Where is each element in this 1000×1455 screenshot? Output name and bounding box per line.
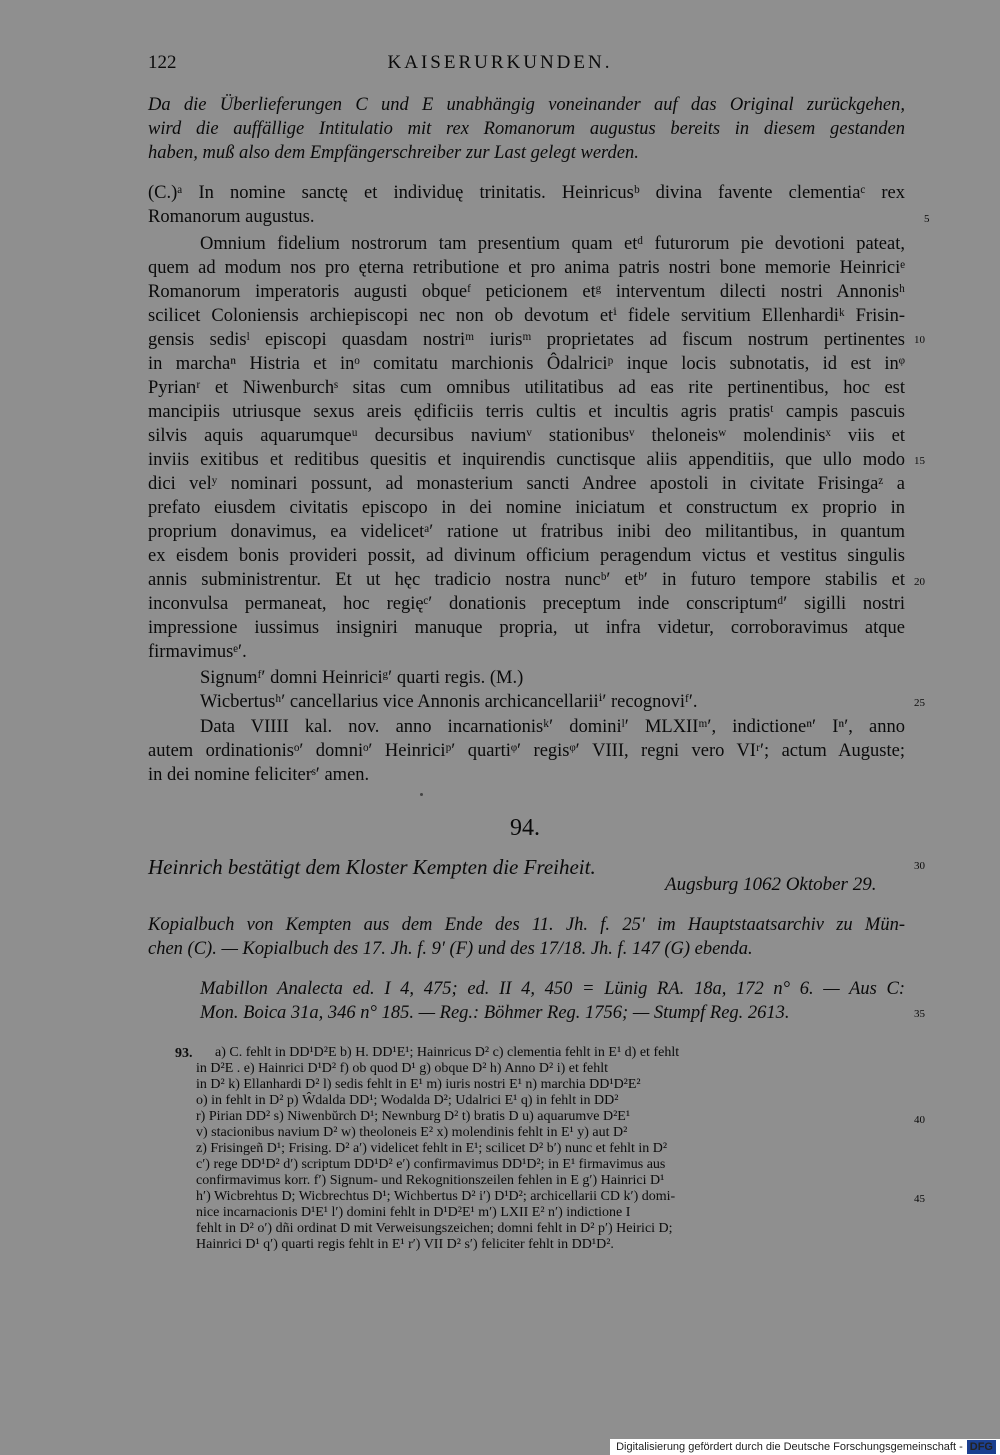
- signum-line: Signumᶠ′ domni Heinriciᵍ′ quarti regis. (M.): [200, 668, 524, 688]
- body-line: proprium donavimus, ea videlicetᵃ′ ratione ut fratribus inibi deo militantibus, in quantum: [148, 522, 905, 542]
- line-number: 30: [914, 860, 925, 872]
- datum-line: in dei nomine feliciterˢ′ amen.: [148, 765, 370, 785]
- body-line: quem ad modum nos pro ęterna retributione et pro anima patris nostri bone memorie Heinriciᵉ: [148, 258, 905, 278]
- footer-text: Digitalisierung gefördert durch die Deutsche Forschungsgemeinschaft -: [616, 1441, 963, 1453]
- footnote-line: h′) Wicbrehtus D; Wicbrechtus D¹; Wichbertus D² i′) D¹D²; archicellarii CD k′) domi-: [196, 1189, 676, 1204]
- line-number: 20: [914, 576, 925, 588]
- body-line: dici velʸ nominari possunt, ad monasterium sancti Andree apostoli in civitate Frisingaᶻ a: [148, 474, 905, 494]
- body-line: Romanorum imperatoris augusti obqueᶠ peticionem etᵍ interventum dilecti nostri Annonisʰ: [148, 282, 905, 302]
- footnote-line: r) Pirian DD² s) Niwenbŭrch D¹; Newnburg D² t) bratis D u) aquarumve D²E¹: [196, 1109, 631, 1124]
- body-line: Omnium fidelium nostrorum tam presentium quam etᵈ futurorum pie devotioni pateat,: [200, 234, 905, 254]
- line-number: 45: [914, 1193, 925, 1205]
- ink-speck: [420, 793, 423, 796]
- recognition-line: Wicbertusʰ′ cancellarius vice Annonis archicancellariiⁱ′ recognoviᶠ′.: [200, 692, 698, 712]
- body-line: (C.)ᵃ In nomine sanctę et individuę trinitatis. Heinricusᵇ divina favente clementiaᶜ rex: [148, 183, 905, 203]
- footnote-line: nice incarnacionis D¹E¹ l′) domini fehlt in D¹D²E¹ m′) LXII E² n′) indictione I: [196, 1205, 631, 1220]
- footnote-line: c′) rege DD¹D² d′) scriptum DD¹D² e′) confirmavimus DD¹D²; in E¹ firmavimus aus: [196, 1157, 666, 1172]
- source-line: chen (C). — Kopialbuch des 17. Jh. f. 9′ (F) und des 17/18. Jh. f. 147 (G) ebenda.: [148, 939, 753, 959]
- footnote-line: in D²E . e) Hainrici D¹D² f) ob quod D¹ g) obque D² h) Anno D² i) et fehlt: [196, 1061, 609, 1076]
- body-line: Pyrianʳ et Niwenburchˢ sitas cum omnibus utilitatibus ad eas rite pertinentibus, hoc est: [148, 378, 905, 398]
- document-number: 94.: [510, 815, 540, 841]
- footnote-line: confirmavimus korr. f′) Signum- und Rekognitionszeilen fehlen in E g′) Hainrici D¹: [196, 1173, 665, 1188]
- footnote-line: Hainrici D¹ q′) quarti regis fehlt in E¹ r′) VII D² s′) feliciter fehlt in DD¹D².: [196, 1237, 614, 1252]
- intro-line: haben, muß also dem Empfängerschreiber zur Last gelegt werden.: [148, 143, 639, 163]
- body-line: scilicet Coloniensis archiepiscopi nec non ob devotum etⁱ fidele servitium Ellenhardiᵏ Frisin-: [148, 306, 905, 326]
- intro-line: wird die auffällige Intitulatio mit rex Romanorum augustus bereits in diesem gestanden: [148, 119, 905, 139]
- body-line: silvis aquis aquarumqueᵘ decursibus naviumᵛ stationibusᵛ theloneisʷ molendinisˣ viis et: [148, 426, 905, 446]
- line-number: 15: [914, 455, 925, 467]
- datum-line: autem ordinationisᵒ′ domniᵒ′ Heinriciᵖ′ quartiᵠ′ regisᵠ′ VIII, regni vero VIʳ′; actum Auguste;: [148, 741, 905, 761]
- edition-line: Mabillon Analecta ed. I 4, 475; ed. II 4, 450 = Lünig RA. 18a, 172 n° 6. — Aus C:: [200, 979, 905, 999]
- body-line: ex eisdem bonis provideri possit, ad divinum officium peragendum victus et vestitus singulis: [148, 546, 905, 566]
- footnote-line: a) C. fehlt in DD¹D²E b) H. DD¹E¹; Hainricus D² c) clementia fehlt in E¹ d) et fehlt: [215, 1045, 680, 1060]
- edition-line: Mon. Boica 31a, 346 n° 185. — Reg.: Böhmer Reg. 1756; — Stumpf Reg. 2613.: [200, 1003, 790, 1023]
- line-number: 10: [914, 334, 925, 346]
- body-line: inviis exitibus et reditibus quesitis et inquirendis cunctisque aliis appenditiis, que ullo modo: [148, 450, 905, 470]
- body-line: gensis sedisˡ episcopi quasdam nostriᵐ iurisᵐ proprietates ad fiscum nostrum pertinentes: [148, 330, 905, 350]
- footnote-line: in D² k) Ellanhardi D² l) sedis fehlt in E¹ m) iuris nostri E¹ n) marchia DD¹D²E²: [196, 1077, 641, 1092]
- running-head: KAISERURKUNDEN.: [387, 52, 613, 73]
- body-line: annis subministrentur. Et ut hęc tradicio nostra nuncᵇ′ etᵇ′ in futuro tempore stabilis et: [148, 570, 905, 590]
- body-line: in marchaⁿ Histria et inᵒ comitatu marchionis Ôdalriciᵖ inque locis subnotatis, id est inᵠ: [148, 354, 905, 374]
- intro-line: Da die Überlieferungen C und E unabhängig voneinander auf das Original zurückgehen,: [148, 95, 905, 115]
- document-heading: Heinrich bestätigt dem Kloster Kempten die Freiheit.: [148, 855, 596, 879]
- line-number: 40: [914, 1114, 925, 1126]
- body-line: mancipiis utriusque sexus areis ędificiis terris cultis et incultis agris pratisᵗ campis pascuis: [148, 402, 905, 422]
- datum-line: Data VIIII kal. nov. anno incarnationisᵏ′ dominiˡ′ MLXIIᵐ′, indictioneⁿ′ Iⁿ′, anno: [200, 717, 905, 737]
- dfg-logo: DFG: [967, 1440, 996, 1454]
- body-line: firmavimusᵉ′.: [148, 642, 247, 662]
- source-line: Kopialbuch von Kempten aus dem Ende des 11. Jh. f. 25′ im Hauptstaatsarchiv zu Mün-: [148, 915, 905, 935]
- body-line: Romanorum augustus.: [148, 207, 315, 227]
- page-number: 122: [148, 52, 177, 73]
- body-line: inconvulsa permaneat, hoc regięᶜ′ donationis preceptum inde conscriptumᵈ′ sigilli nostri: [148, 594, 905, 614]
- footnote-line: fehlt in D² o′) dñi ordinat D mit Verweisungszeichen; domni fehlt in D² p′) Heirici D;: [196, 1221, 673, 1236]
- footnote-line: z) Frisingeñ D¹; Frising. D² a′) videlicet fehlt in E¹; scilicet D² b′) nunc et fehlt in D²: [196, 1141, 668, 1156]
- place-date: Augsburg 1062 Oktober 29.: [665, 874, 877, 895]
- line-number: 35: [914, 1008, 925, 1020]
- dfg-footer: [610, 1439, 1000, 1455]
- footnote-line: v) stacionibus navium D² w) theoloneis E² x) molendinis fehlt in E¹ y) aut D²: [196, 1125, 628, 1140]
- line-number: 5: [924, 213, 930, 225]
- body-line: prefato eiusdem civitatis episcopo in dei nomine iniciatum et constructum ex proprio in: [148, 498, 905, 518]
- footnote-line: o) in fehlt in D² p) Ŵdalda DD¹; Wodalda D²; Udalrici E¹ q) in fehlt in DD²: [196, 1093, 619, 1108]
- line-number: 25: [914, 697, 925, 709]
- footnote-number: 93.: [175, 1046, 193, 1061]
- body-line: impressione iussimus insigniri manuque propria, ut infra videtur, corroboravimus atque: [148, 618, 905, 638]
